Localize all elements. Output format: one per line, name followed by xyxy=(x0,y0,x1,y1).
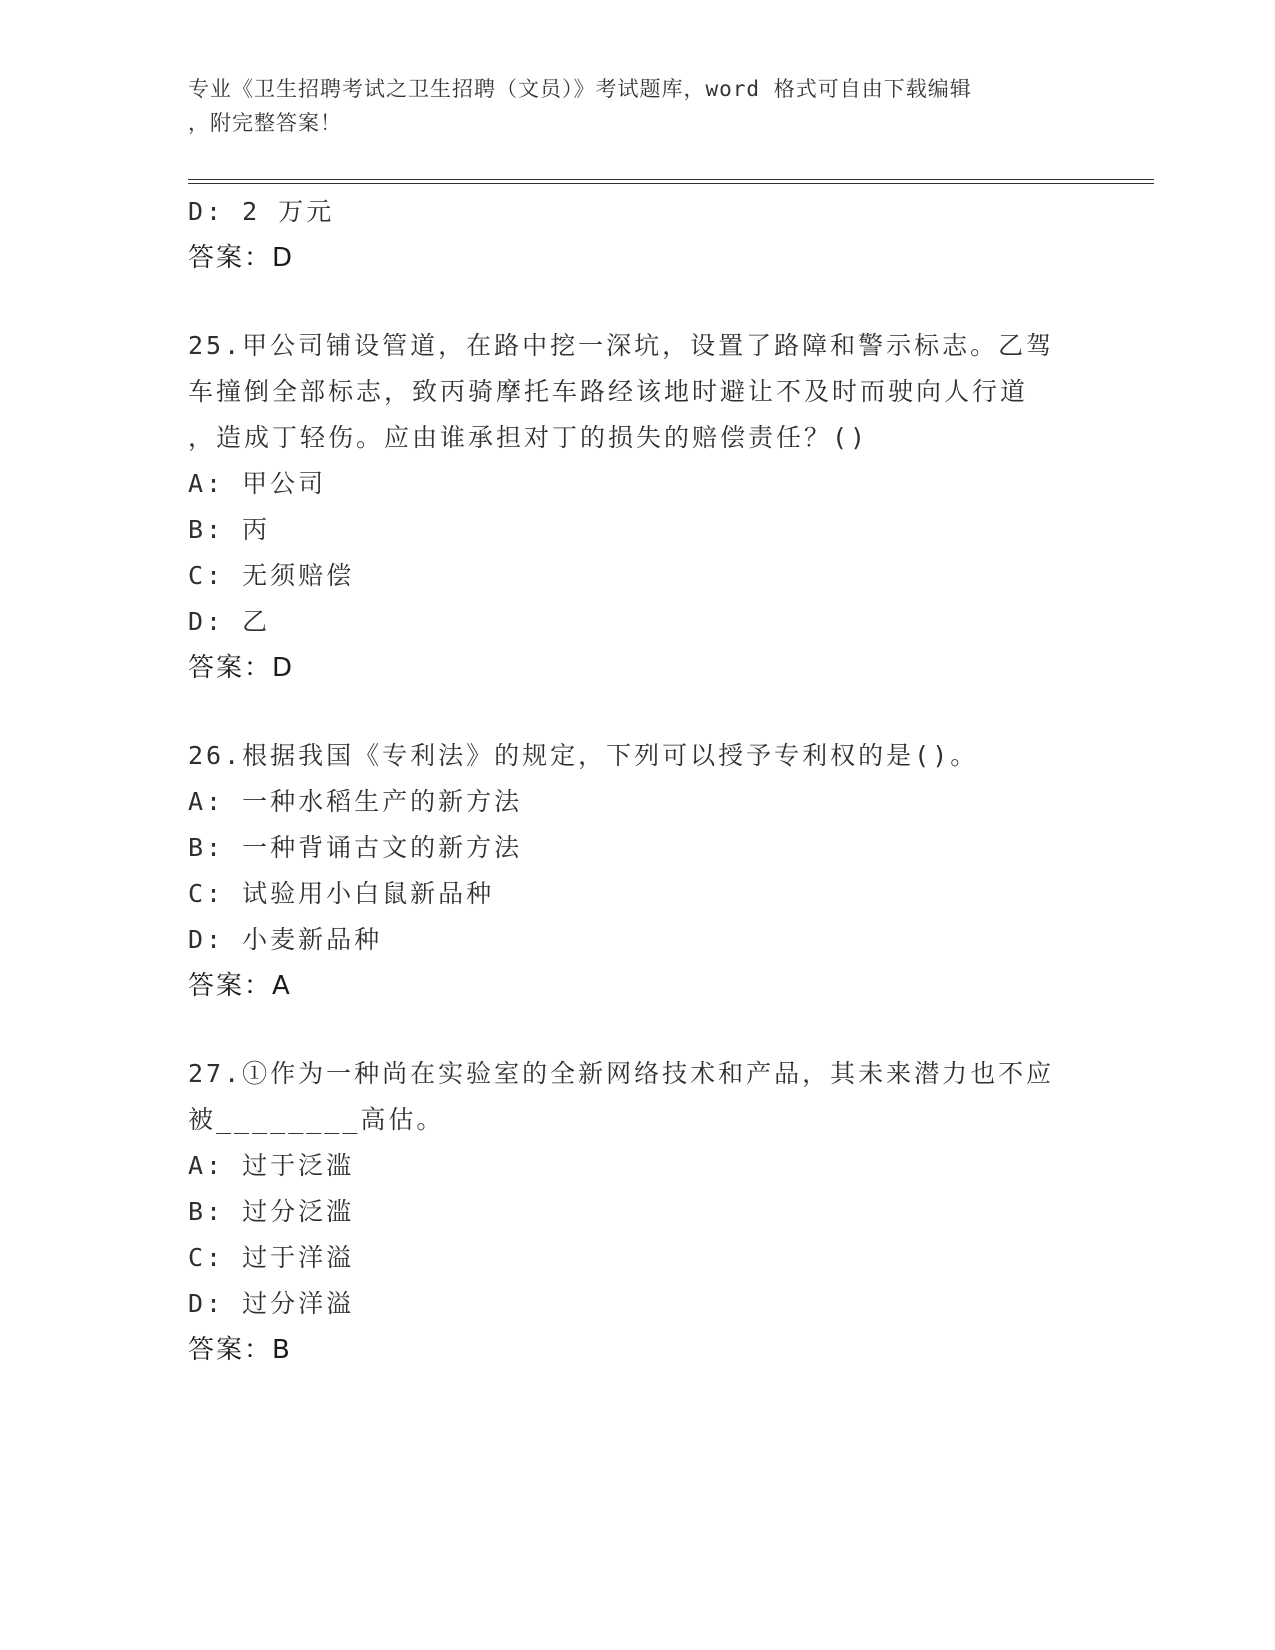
answer-line: 答案：A xyxy=(188,971,292,1001)
question-content xyxy=(188,189,1088,1373)
header-divider-bottom xyxy=(188,183,1154,184)
option-d: D: 2 万元 xyxy=(188,197,335,226)
answer-line: 答案：D xyxy=(188,653,295,683)
option-d: D: 过分洋溢 xyxy=(188,1289,355,1318)
answer-line: 答案：D xyxy=(188,243,295,273)
question-27 xyxy=(188,1051,1088,1373)
option-b: B: 丙 xyxy=(188,515,271,544)
option-a: A: 过于泛滥 xyxy=(188,1151,355,1180)
header-line-1: 专业《卫生招聘考试之卫生招聘（文员）》考试题库，word 格式可自由下载编辑 xyxy=(188,77,972,101)
question-text-line: 26.根据我国《专利法》的规定，下列可以授予专利权的是()。 xyxy=(188,741,979,770)
option-c: C: 过于洋溢 xyxy=(188,1243,355,1272)
question-25 xyxy=(188,323,1088,691)
option-a: A: 甲公司 xyxy=(188,469,327,498)
option-b: B: 过分泛滥 xyxy=(188,1197,355,1226)
previous-question-tail xyxy=(188,189,1088,281)
option-d: D: 小麦新品种 xyxy=(188,925,383,954)
header-line-2: ，附完整答案！ xyxy=(188,111,342,135)
option-d: D: 乙 xyxy=(188,607,271,636)
question-text-line: ，造成丁轻伤。应由谁承担对丁的损失的赔偿责任？() xyxy=(188,423,869,452)
question-text-line: 25.甲公司铺设管道，在路中挖一深坑，设置了路障和警示标志。乙驾 xyxy=(188,331,1055,360)
option-c: C: 无须赔偿 xyxy=(188,561,355,590)
option-b: B: 一种背诵古文的新方法 xyxy=(188,833,523,862)
question-26 xyxy=(188,733,1088,1009)
question-text-line: 被________高估。 xyxy=(188,1105,445,1134)
document-header xyxy=(188,72,1068,140)
answer-line: 答案：B xyxy=(188,1335,292,1365)
option-a: A: 一种水稻生产的新方法 xyxy=(188,787,523,816)
header-divider-top xyxy=(188,179,1154,180)
option-c: C: 试验用小白鼠新品种 xyxy=(188,879,495,908)
question-text-line: 车撞倒全部标志，致丙骑摩托车路经该地时避让不及时而驶向人行道 xyxy=(188,377,1029,406)
question-text-line: 27.①作为一种尚在实验室的全新网络技术和产品，其未来潜力也不应 xyxy=(188,1059,1055,1088)
